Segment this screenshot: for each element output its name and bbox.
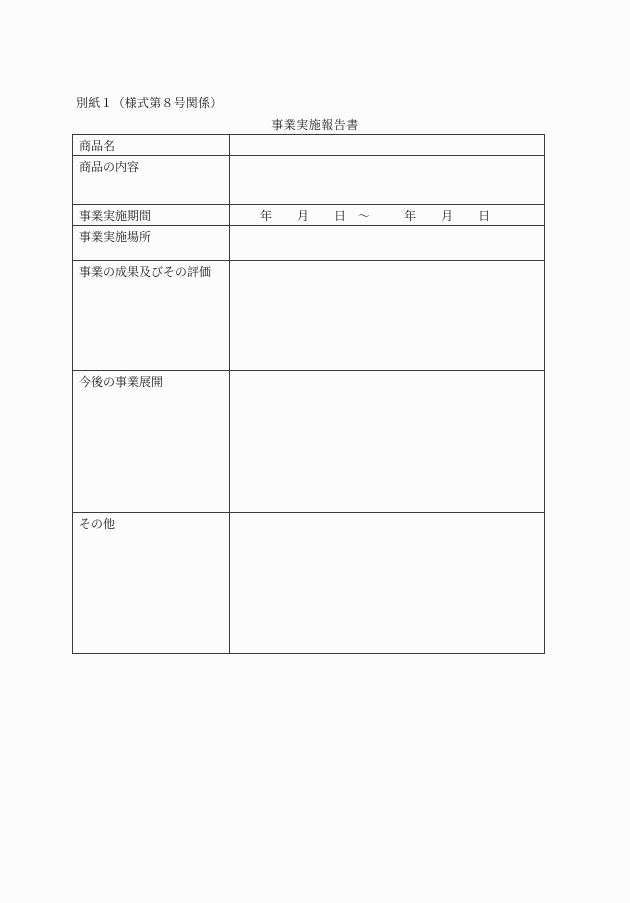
- label-product-name: 商品名: [73, 135, 230, 156]
- field-future[interactable]: [230, 371, 545, 513]
- field-other[interactable]: [230, 513, 545, 654]
- period-end-year: 年: [404, 209, 417, 223]
- field-product-name[interactable]: [230, 135, 545, 156]
- period-start-month: 月: [297, 209, 310, 223]
- label-location: 事業実施場所: [73, 226, 230, 261]
- field-location[interactable]: [230, 226, 545, 261]
- period-start-year: 年: [260, 209, 273, 223]
- label-product-content: 商品の内容: [73, 156, 230, 205]
- label-other: その他: [73, 513, 230, 654]
- report-table: [72, 134, 545, 654]
- row-results: [73, 261, 545, 371]
- field-results[interactable]: [230, 261, 545, 371]
- label-future: 今後の事業展開: [73, 371, 230, 513]
- field-period[interactable]: [230, 205, 545, 226]
- period-separator: ～: [358, 209, 371, 223]
- period-end-day: 日: [478, 209, 491, 223]
- period-start-day: 日: [334, 209, 347, 223]
- row-period: [73, 205, 545, 226]
- row-product-name: [73, 135, 545, 156]
- label-period: 事業実施期間: [73, 205, 230, 226]
- row-product-content: [73, 156, 545, 205]
- form-reference: 別紙１（様式第８号関係）: [76, 96, 223, 110]
- row-future: [73, 371, 545, 513]
- label-results: 事業の成果及びその評価: [73, 261, 230, 371]
- period-end-month: 月: [441, 209, 454, 223]
- field-product-content[interactable]: [230, 156, 545, 205]
- row-location: [73, 226, 545, 261]
- period-line: [230, 205, 544, 224]
- document-title: 事業実施報告書: [271, 118, 359, 132]
- row-other: [73, 513, 545, 654]
